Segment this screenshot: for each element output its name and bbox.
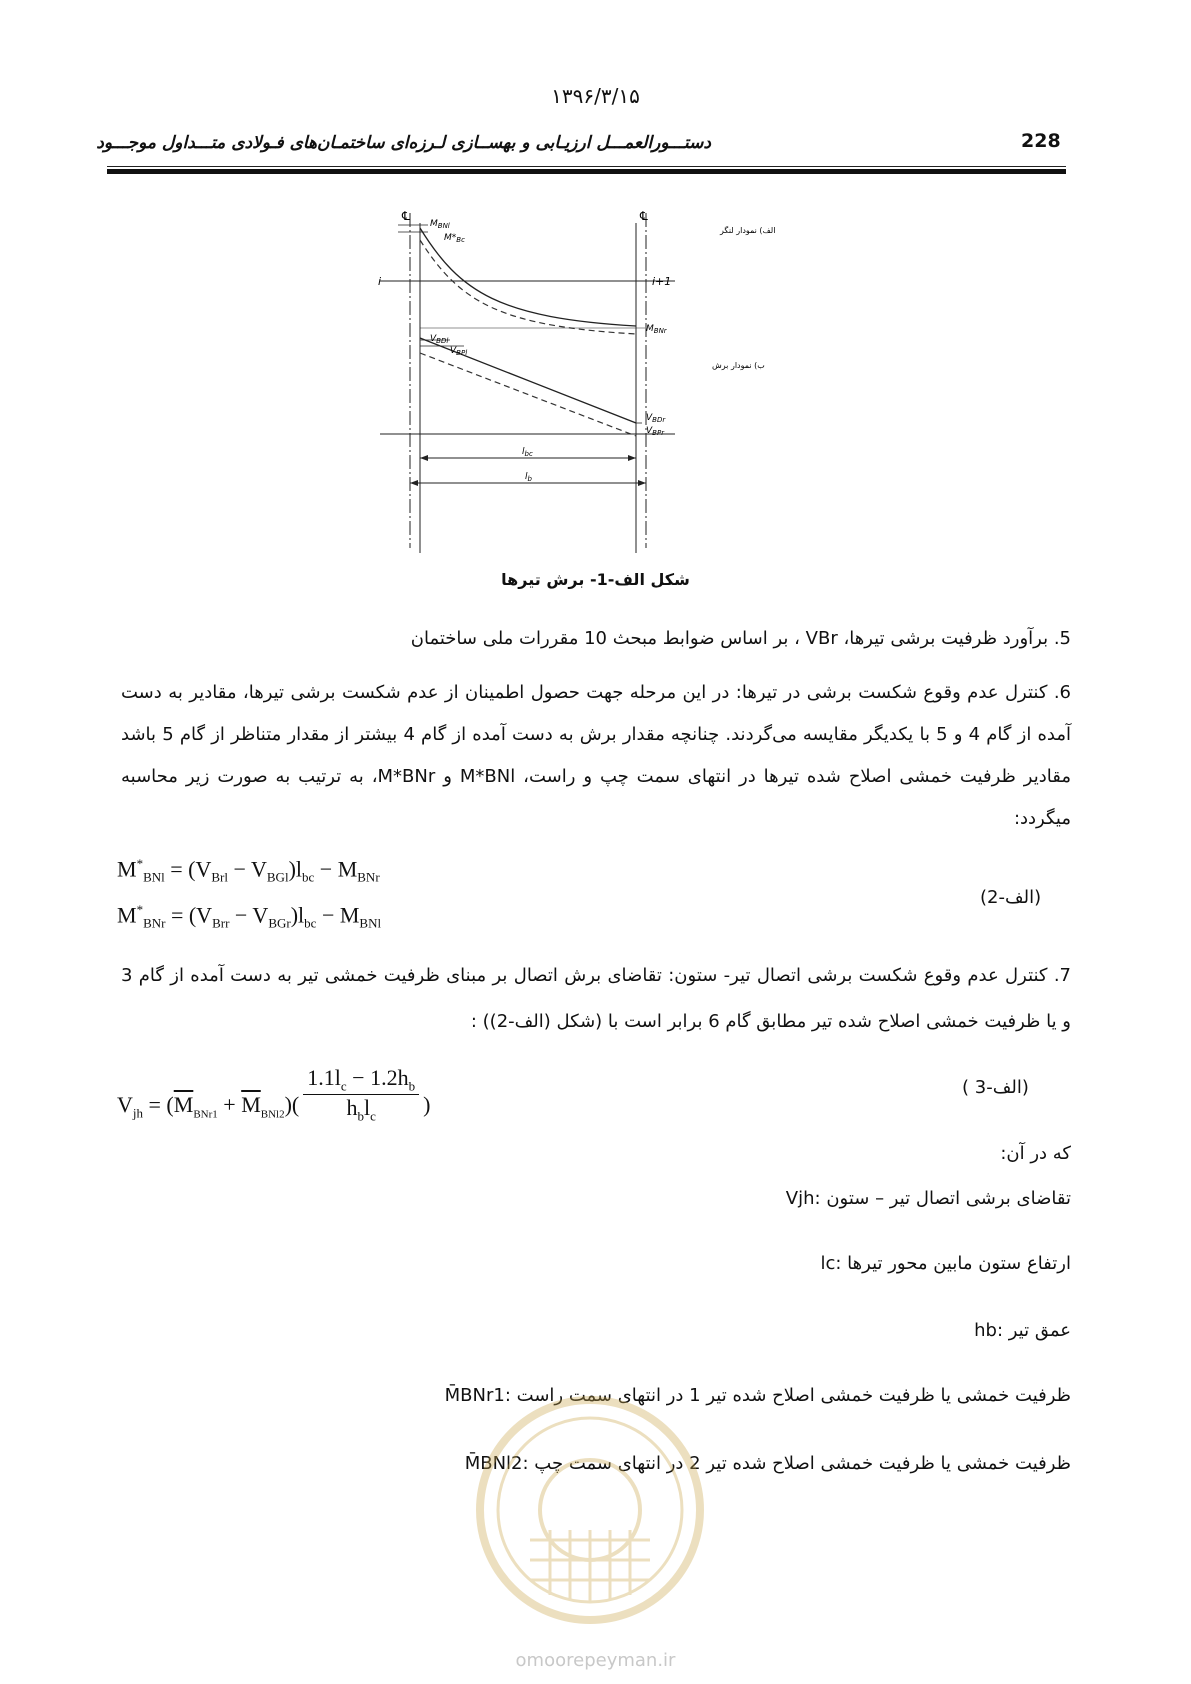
label-moment-diagram: الف) نمودار لنگر — [720, 226, 776, 235]
equation-a2-line2: $M^*_{BNr} = (V_{Brr} - V_{BGr})l_{bc} - M_{BNl}$ — [117, 902, 382, 931]
definition-lc: lc: ارتفاع ستون مابین محور تیرها — [820, 1253, 1071, 1274]
figure-caption: شکل الف-1- برش تیرها — [501, 570, 690, 589]
label-i: i — [378, 275, 382, 288]
label-shear-diagram: ب) نمودار برش — [712, 361, 765, 370]
moment-curve-dashed — [420, 240, 636, 334]
definition-mbnr1: M̄BNr1: ظرفیت خمشی یا ظرفیت خمشی اصلاح شده تیر 1 در انتهای سمت راست — [444, 1385, 1071, 1406]
label-vbpr: $V_{BPr}$ — [646, 426, 665, 437]
watermark-text: omoorepeyman.ir — [515, 1650, 676, 1671]
label-vbdl: $V_{BDl}$ — [430, 334, 449, 345]
item-5: 5. برآورد ظرفیت برشی تیرها، VBr ، بر اساس ضوابط مبحث 10 مقررات ملی ساختمان — [410, 628, 1071, 649]
item-7: 7. کنترل عدم وقوع شکست برشی اتصال تیر- ستون: تقاضای برش اتصال بر مبنای ظرفیت خمشی تیر به دست آمده از گام 3 و یا ظرفیت خمشی اصلاح شده تیر مطابق گام 6 برابر است با (شکل (الف-2)) : — [121, 965, 1071, 1032]
watermark-seal — [470, 1390, 710, 1630]
label-lbc: $l_{bc}$ — [522, 447, 533, 458]
label-vbpl: $V_{BPl}$ — [450, 346, 468, 357]
definition-vjh: Vjh: تقاضای برشی اتصال تیر – ستون — [785, 1188, 1071, 1209]
where-heading: که در آن: — [1000, 1143, 1071, 1164]
equation-a2-label: (الف-2) — [980, 887, 1042, 908]
definition-hb: hb: عمق تیر — [974, 1320, 1071, 1341]
beam-shear-figure — [380, 208, 800, 558]
label-i-plus-1: i+1 — [652, 275, 672, 288]
shear-line-dashed — [420, 353, 636, 436]
label-mbnl: $M_{BNl}$ — [430, 219, 450, 230]
label-mbc: $M*_{Bc}$ — [444, 233, 465, 244]
equation-a2-line1: $M^*_{BNl} = (V_{Brl} - V_{BGl})l_{bc} - M_{BNr}$ — [117, 856, 380, 885]
header-rule-thick — [107, 169, 1066, 174]
definition-mbnl2: M̄BNl2: ظرفیت خمشی یا ظرفیت خمشی اصلاح شده تیر 2 در انتهای سمت چپ — [464, 1453, 1071, 1474]
item-6: 6. کنترل عدم وقوع شکست برشی در تیرها: در این مرحله جهت حصول اطمینان از عدم شکست برشی تیرها، مقادیر به دست آمده از گام 4 و 5 با یکدیگر مقایسه می‌گردند. چنانچه مقدار برش به دست آمده از گام 4 بیشتر از مقدار متناظر از گام 5 باشد مقادیر ظرفیت خمشی اصلاح شده تیرها در انتهای سمت چپ و راست، M*BNl و M*BNr، به ترتیب به صورت زیر محاسبه میگردد: — [121, 682, 1072, 829]
axis-symbol-right: ℄ — [640, 209, 648, 223]
header-title: دستـــورالعمـــل ارزیـابی و بهســازی لـرزه‌ای ساختمـان‌های فـولادی متـــداول موجـــود — [96, 133, 711, 153]
page-number: 228 — [1021, 130, 1061, 152]
header-date: ۱۳۹۶/۳/۱۵ — [551, 84, 640, 108]
header-rule-thin — [107, 166, 1066, 167]
axis-symbol-left: ℄ — [402, 209, 410, 223]
label-vbdr: $V_{BDr}$ — [646, 413, 666, 424]
label-mbnr: $M_{BNr}$ — [646, 324, 667, 335]
label-lb: $l_b$ — [525, 472, 532, 483]
equation-a3: $V_{jh} = (\overline{M}_{BNr1} + \overline{M}_{BNl2})$( $1.1l_c - 1.2h_b$ $h_bl_c$ ) — [117, 1065, 431, 1124]
equation-a3-label: (الف-3 ) — [962, 1077, 1029, 1098]
